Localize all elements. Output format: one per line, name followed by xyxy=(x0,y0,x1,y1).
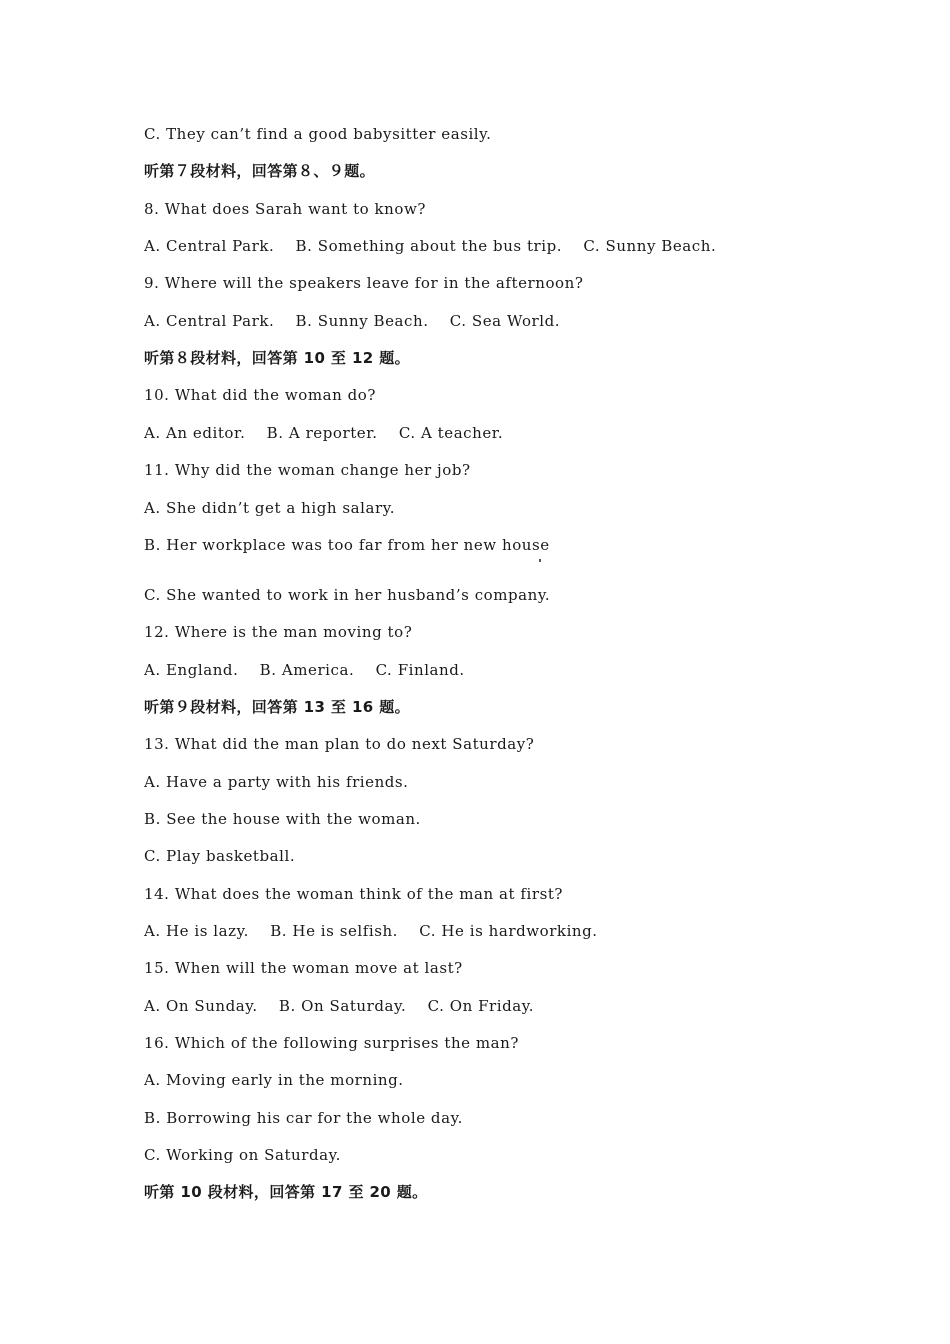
option-line: A. Have a party with his friends. xyxy=(144,773,409,791)
question-line: 10. What did the woman do? xyxy=(144,386,376,404)
option-line: C. Working on Saturday. xyxy=(144,1146,341,1164)
question-line: 8. What does Sarah want to know? xyxy=(144,200,426,218)
question-line: 13. What did the man plan to do next Saturday? xyxy=(144,735,535,753)
question-line: 12. Where is the man moving to? xyxy=(144,623,413,641)
option-line: C. They can’t find a good babysitter easily. xyxy=(144,125,492,143)
option-line: B. See the house with the woman. xyxy=(144,810,421,828)
option-line: A. Moving early in the morning. xyxy=(144,1071,404,1089)
option-line: B. Borrowing his car for the whole day. xyxy=(144,1109,463,1127)
section-heading: 听第８段材料，回答第 10 至 12 题。 xyxy=(144,349,411,367)
option-line: A. Central Park. B. Something about the bus trip. C. Sunny Beach. xyxy=(144,237,717,255)
option-line: A. An editor. B. A reporter. C. A teacher. xyxy=(144,424,504,442)
stray-mark xyxy=(539,559,541,562)
question-line: 11. Why did the woman change her job? xyxy=(144,461,471,479)
option-line: C. She wanted to work in her husband’s company. xyxy=(144,586,551,604)
option-line: A. England. B. America. C. Finland. xyxy=(144,661,465,679)
option-line: A. She didn’t get a high salary. xyxy=(144,499,396,517)
section-heading: 听第７段材料，回答第８、９题。 xyxy=(144,162,376,180)
option-line: B. Her workplace was too far from her new house xyxy=(144,536,550,554)
option-line: A. On Sunday. B. On Saturday. C. On Friday. xyxy=(144,997,535,1015)
option-line: A. Central Park. B. Sunny Beach. C. Sea World. xyxy=(144,312,561,330)
question-line: 16. Which of the following surprises the man? xyxy=(144,1034,519,1052)
question-line: 9. Where will the speakers leave for in the afternoon? xyxy=(144,274,584,292)
section-heading: 听第９段材料，回答第 13 至 16 题。 xyxy=(144,698,411,716)
option-line: A. He is lazy. B. He is selfish. C. He is hardworking. xyxy=(144,922,598,940)
question-line: 15. When will the woman move at last? xyxy=(144,959,463,977)
section-heading: 听第 10 段材料，回答第 17 至 20 题。 xyxy=(144,1183,428,1201)
question-line: 14. What does the woman think of the man at first? xyxy=(144,885,564,903)
option-line: C. Play basketball. xyxy=(144,847,296,865)
